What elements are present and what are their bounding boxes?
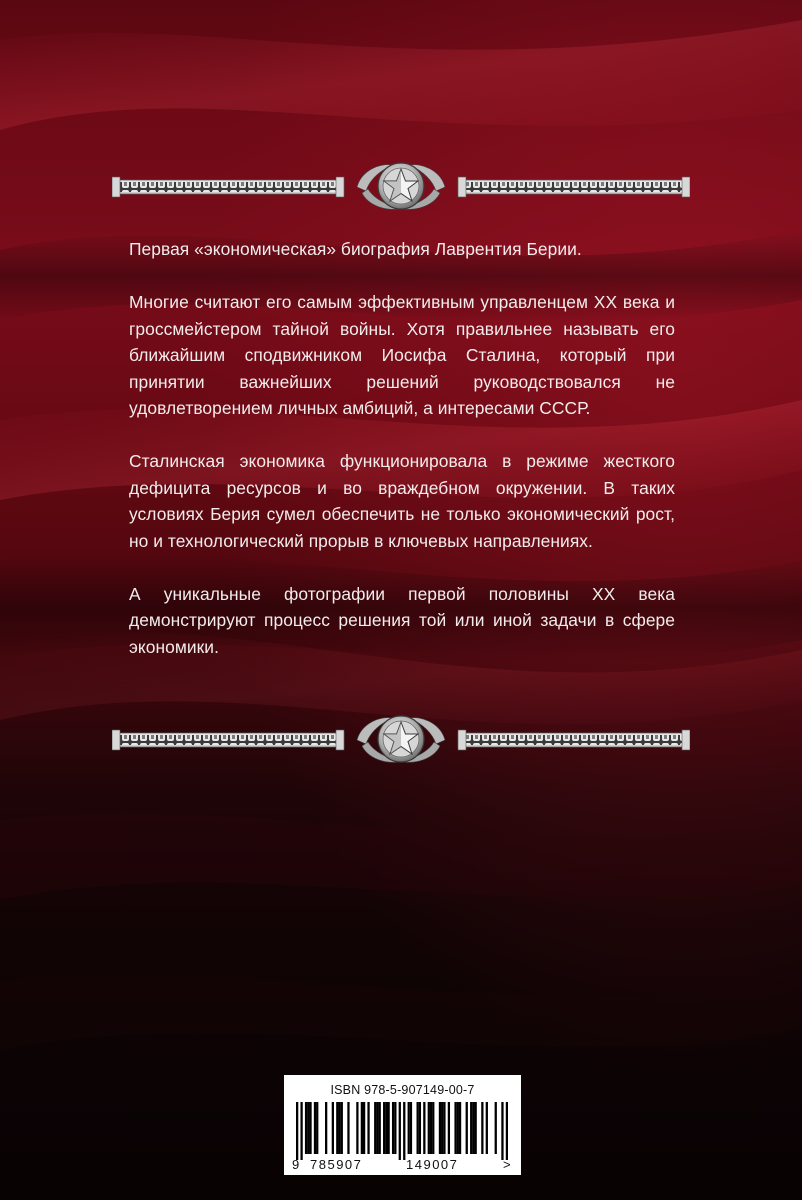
barcode-bar	[457, 1102, 459, 1154]
isbn-label: ISBN 978-5-907149-00-7	[330, 1083, 475, 1097]
isbn-digits-right: 149007	[406, 1157, 459, 1172]
barcode-bar	[419, 1102, 421, 1154]
barcode-bar	[392, 1102, 394, 1154]
annotation-text	[129, 236, 675, 687]
barcode-bar	[399, 1102, 401, 1160]
barcode-bar	[361, 1102, 363, 1154]
barcode-bar	[506, 1102, 508, 1160]
barcode-bar	[376, 1102, 378, 1154]
barcode-bar	[367, 1102, 369, 1154]
barcode-bar	[309, 1102, 311, 1154]
barcode-bar	[403, 1102, 405, 1160]
barcode-bar	[387, 1102, 389, 1154]
barcode-bars	[296, 1102, 508, 1160]
barcode-bar	[338, 1102, 340, 1154]
barcode-bar	[332, 1102, 334, 1154]
barcode-bar	[300, 1102, 302, 1160]
paragraph-photos: А уникальные фотографии первой половины XX века демонстрируют процесс решения той или иной задачи в сфере экономики.	[129, 583, 675, 657]
isbn-digit-lead: 9	[292, 1157, 301, 1172]
barcode-bar	[439, 1102, 441, 1154]
barcode-bar	[501, 1102, 503, 1160]
barcode-bar	[466, 1102, 468, 1154]
ornament-divider-top	[112, 159, 690, 213]
barcode-bar	[448, 1102, 450, 1154]
barcode-bar	[470, 1102, 472, 1154]
barcode-bar	[410, 1102, 412, 1154]
barcode-bar	[363, 1102, 365, 1154]
barcode-bar	[379, 1102, 381, 1154]
barcode-bar	[423, 1102, 425, 1154]
barcode-bar	[316, 1102, 318, 1154]
barcode-bar	[307, 1102, 309, 1154]
barcode-bar	[341, 1102, 343, 1154]
barcode-bar	[336, 1102, 338, 1154]
barcode-bar	[347, 1102, 349, 1154]
isbn-digits-left: 785907	[310, 1157, 363, 1172]
barcode-bar	[428, 1102, 430, 1154]
barcode-bar	[441, 1102, 443, 1154]
barcode-bar	[417, 1102, 419, 1154]
barcode-bar	[472, 1102, 474, 1154]
barcode-bar	[486, 1102, 488, 1154]
barcode-bar	[305, 1102, 307, 1154]
barcode-bar	[374, 1102, 376, 1154]
barcode-bar	[325, 1102, 327, 1154]
barcode-bar	[296, 1102, 298, 1160]
isbn-quiet-zone-mark: >	[503, 1157, 513, 1172]
barcode-bar	[481, 1102, 483, 1154]
paragraph-intro: Первая «экономическая» биография Лаврентия Берии.	[129, 239, 582, 259]
barcode-bar	[383, 1102, 385, 1154]
barcode-bar	[459, 1102, 461, 1154]
ornament-divider-bottom	[112, 712, 690, 766]
barcode-bar	[495, 1102, 497, 1154]
barcode-bar	[385, 1102, 387, 1154]
barcode-bar	[432, 1102, 434, 1154]
paragraph-manager: Многие считают его самым эффективным управленцем XX века и гроссмейстером тайной войны. Хотя правильнее называть его ближайшим сподвижником Иосифа Сталина, который при принятии важнейших решений руководствовался не удовлетворением личных амбиций, а интересами СССР.	[129, 292, 675, 418]
barcode-bar	[394, 1102, 396, 1154]
barcode-bar	[356, 1102, 358, 1154]
barcode-bar	[475, 1102, 477, 1154]
barcode-bar	[408, 1102, 410, 1154]
barcode-bar	[314, 1102, 316, 1154]
barcode-bar	[454, 1102, 456, 1154]
isbn-barcode-block	[284, 1075, 521, 1175]
paragraph-economy: Сталинская экономика функционировала в режиме жесткого дефицита ресурсов и во враждебном окружении. В таких условиях Берия сумел обеспечить не только экономический рост, но и технологический прорыв в ключевых направлениях.	[129, 451, 675, 551]
barcode-bar	[443, 1102, 445, 1154]
barcode-bar	[430, 1102, 432, 1154]
